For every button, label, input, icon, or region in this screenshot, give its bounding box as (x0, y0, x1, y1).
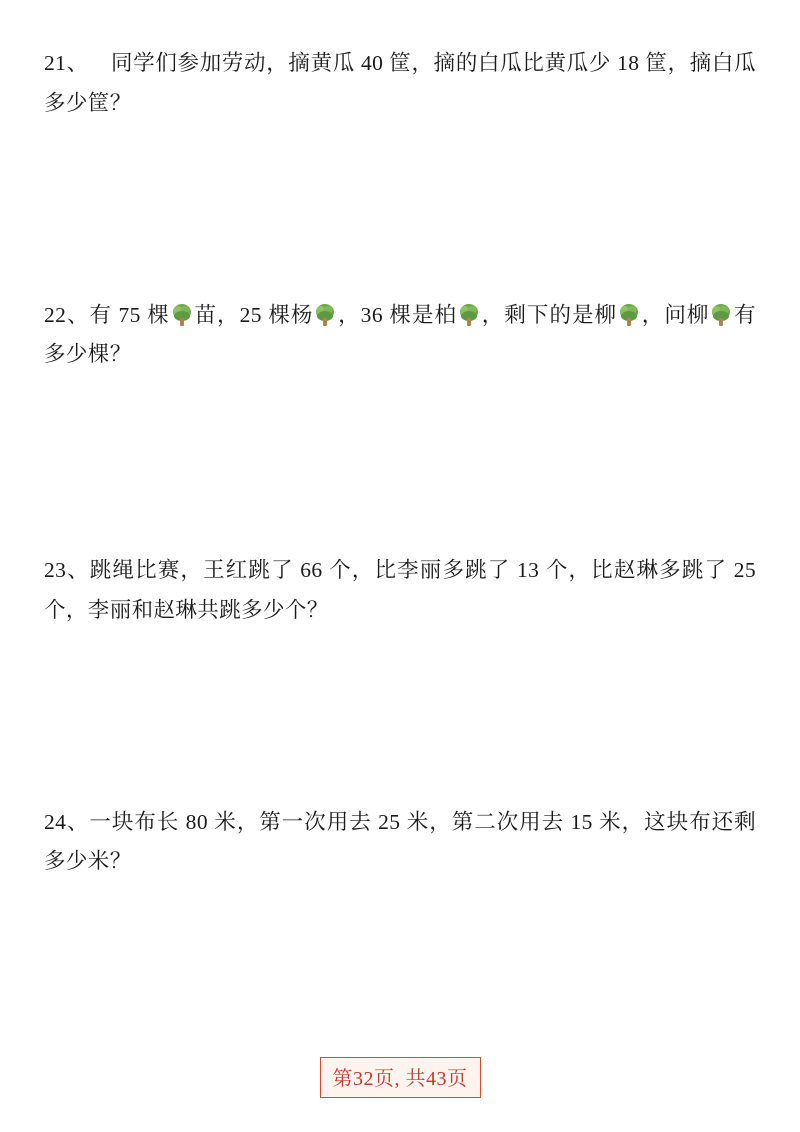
problem-21-number: 21、 (44, 51, 89, 75)
tree-icon (618, 303, 640, 327)
problem-23 (44, 551, 756, 631)
problem-22-segment-2: 苗，25 棵杨 (193, 302, 314, 327)
problem-24-text: 一块布长 80 米，第一次用去 25 米，第二次用去 15 米，这块布还剩多少米？ (44, 809, 756, 874)
tree-icon (314, 303, 336, 327)
problem-22-segment-6: 有多少棵？ (44, 302, 757, 367)
problem-22-number: 22、 (44, 302, 90, 327)
problem-23-number: 23、 (44, 558, 90, 583)
problem-22-segment-3: ，36 棵是柏 (337, 302, 458, 327)
problem-24-number: 24、 (44, 809, 90, 834)
problem-22 (44, 296, 756, 376)
tree-icon (171, 303, 193, 327)
tree-icon (458, 303, 480, 327)
problem-21-text: 同学们参加劳动，摘黄瓜 40 筐，摘的白瓜比黄瓜少 18 筐，摘白瓜多少筐？ (44, 51, 756, 115)
problem-22-segment-1: 有 75 棵 (89, 302, 170, 327)
page-footer (0, 1057, 800, 1098)
problem-23-text: 跳绳比赛，王红跳了 66 个，比李丽多跳了 13 个，比赵琳多跳了 25 个，李丽和赵琳共跳多少个？ (44, 558, 756, 622)
problem-24 (44, 803, 756, 883)
problem-22-segment-4: ，剩下的是柳 (481, 302, 618, 327)
problem-21 (44, 44, 756, 124)
page-number-badge: 第32页, 共43页 (320, 1057, 481, 1098)
problem-22-segment-5: ，问柳 (641, 302, 710, 327)
tree-icon (710, 303, 732, 327)
